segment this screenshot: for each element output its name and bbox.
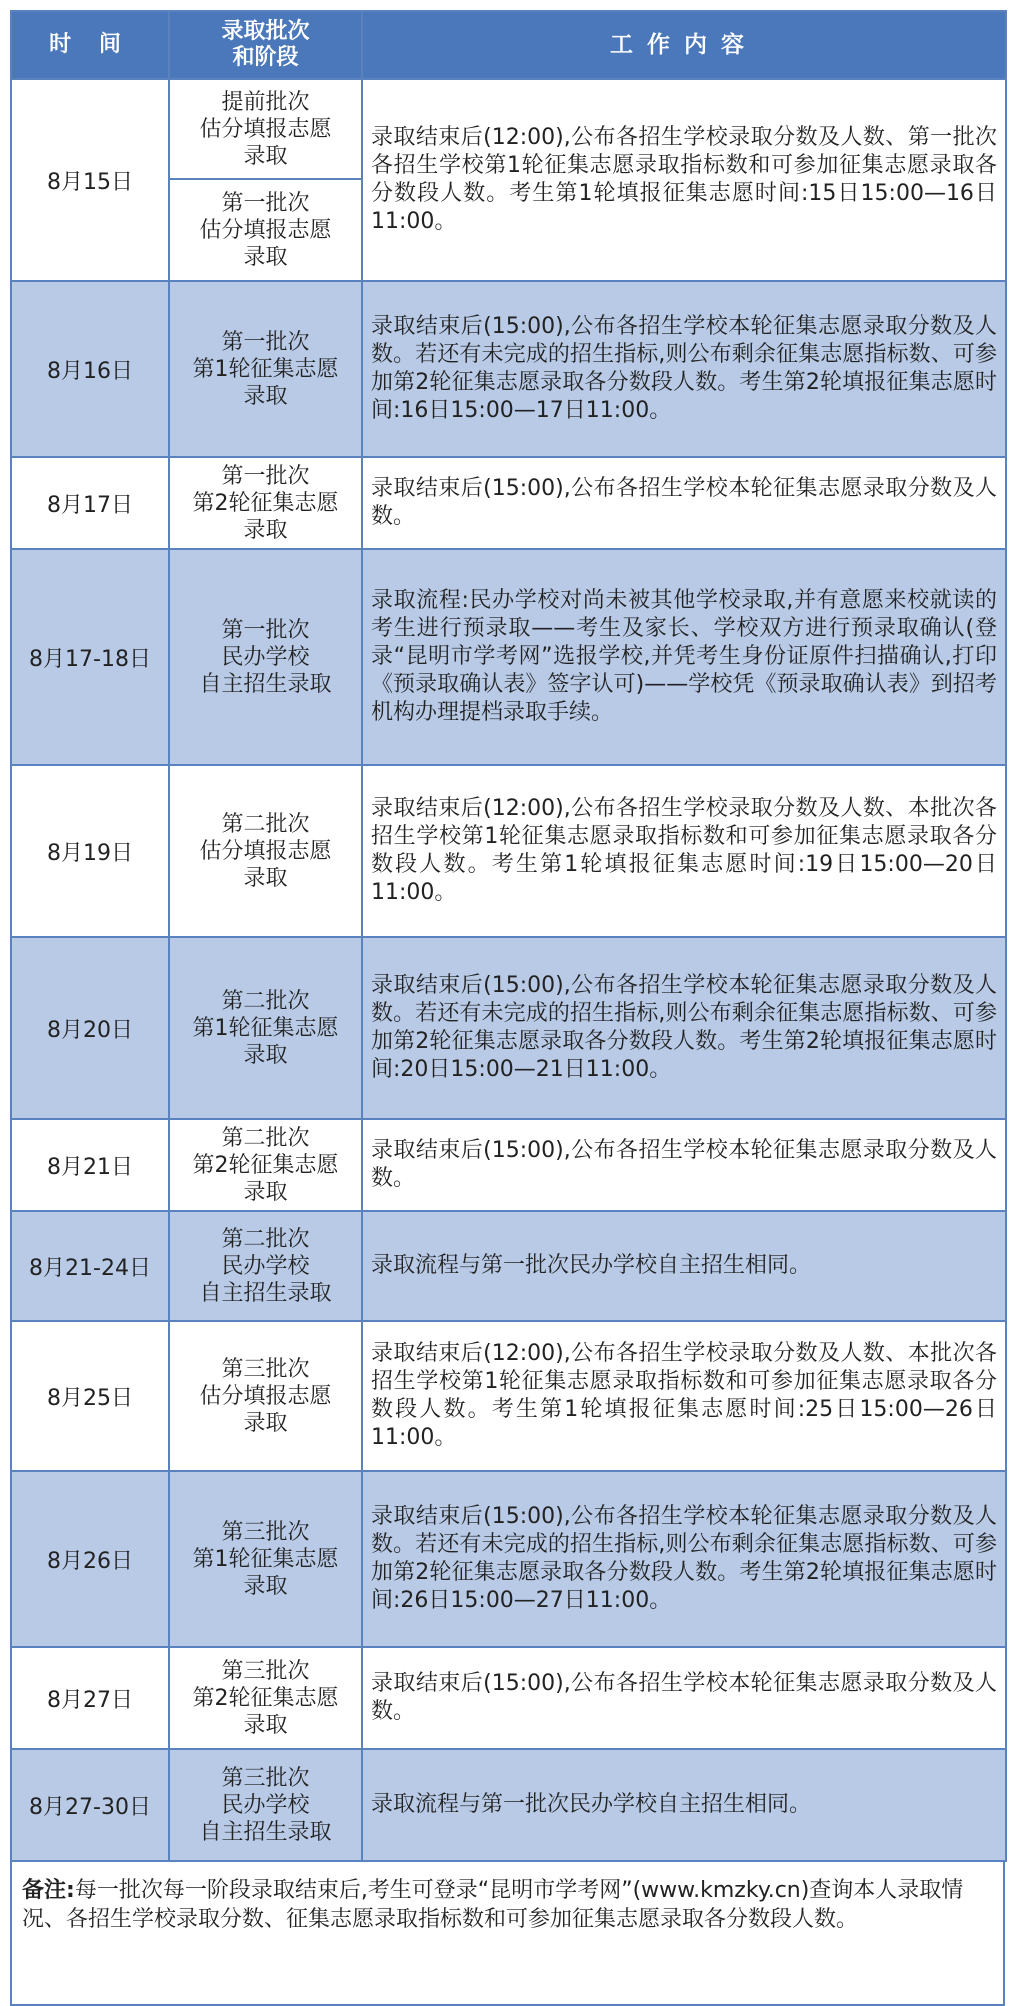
stage-line: 民办学校 bbox=[221, 1253, 310, 1279]
stage-cell bbox=[169, 457, 362, 549]
stage-line: 录取 bbox=[243, 383, 288, 409]
date-cell: 8月27-30日 bbox=[11, 1749, 169, 1861]
table-row bbox=[11, 79, 1006, 179]
table-row bbox=[11, 1647, 1006, 1749]
stage-cell bbox=[169, 937, 362, 1119]
header-content: 工作内容 bbox=[362, 11, 1006, 79]
stage-line: 第2轮征集志愿 bbox=[192, 1685, 339, 1711]
date-cell: 8月16日 bbox=[11, 281, 169, 457]
stage-line: 估分填报志愿 bbox=[199, 838, 332, 864]
stage-cell bbox=[169, 281, 362, 457]
stage-line: 第一批次 bbox=[221, 190, 310, 216]
footnote-text: 每一批次每一阶段录取结束后,考生可登录“昆明市学考网”(www.kmzky.cn)查询本人录取情况、各招生学校录取分数、征集志愿录取指标数和可参加征集志愿录取各分数段人数。 bbox=[22, 1878, 964, 1932]
header-stage bbox=[169, 11, 362, 79]
stage-line: 录取 bbox=[243, 1042, 288, 1068]
content-cell: 录取结束后(15:00),公布各招生学校本轮征集志愿录取分数及人数。若还有未完成的招生指标,则公布剩余征集志愿指标数、可参加第2轮征集志愿录取各分数段人数。考生第2轮填报征集志愿时间:26日15:00—27日11:00。 bbox=[362, 1471, 1006, 1647]
stage-cell bbox=[169, 549, 362, 765]
stage-line: 第1轮征集志愿 bbox=[192, 356, 339, 382]
date-cell: 8月20日 bbox=[11, 937, 169, 1119]
content-cell: 录取结束后(12:00),公布各招生学校录取分数及人数、本批次各招生学校第1轮征集志愿录取指标数和可参加征集志愿录取各分数段人数。考生第1轮填报征集志愿时间:19日15:00—20日11:00。 bbox=[362, 765, 1006, 937]
content-cell: 录取流程:民办学校对尚未被其他学校录取,并有意愿来校就读的考生进行预录取——考生及家长、学校双方进行预录取确认(登录“昆明市学考网”选报学校,并凭考生身份证原件扫描确认,打印《预录取确认表》签字认可)——学校凭《预录取确认表》到招考机构办理提档录取手续。 bbox=[362, 549, 1006, 765]
stage-line: 估分填报志愿 bbox=[199, 1383, 332, 1409]
stage-line: 第二批次 bbox=[221, 811, 310, 837]
content-cell: 录取结束后(15:00),公布各招生学校本轮征集志愿录取分数及人数。若还有未完成的招生指标,则公布剩余征集志愿指标数、可参加第2轮征集志愿录取各分数段人数。考生第2轮填报征集志愿时间:20日15:00—21日11:00。 bbox=[362, 937, 1006, 1119]
stage-line: 第二批次 bbox=[221, 1125, 310, 1151]
header-time: 时 间 bbox=[11, 11, 169, 79]
stage-line: 第一批次 bbox=[221, 329, 310, 355]
stage-line: 第三批次 bbox=[221, 1356, 310, 1382]
footnote bbox=[10, 1862, 1005, 2006]
stage-line: 第2轮征集志愿 bbox=[192, 1152, 339, 1178]
table-row bbox=[11, 1749, 1006, 1861]
table-row bbox=[11, 765, 1006, 937]
stage-line: 第三批次 bbox=[221, 1765, 310, 1791]
date-cell: 8月27日 bbox=[11, 1647, 169, 1749]
stage-cell bbox=[169, 179, 362, 281]
table-row bbox=[11, 1321, 1006, 1471]
stage-line: 自主招生录取 bbox=[199, 1819, 332, 1845]
stage-line: 第一批次 bbox=[221, 617, 310, 643]
table-row bbox=[11, 1471, 1006, 1647]
content-cell: 录取结束后(15:00),公布各招生学校本轮征集志愿录取分数及人数。 bbox=[362, 1647, 1006, 1749]
stage-line: 第三批次 bbox=[221, 1658, 310, 1684]
stage-line: 第2轮征集志愿 bbox=[192, 490, 339, 516]
stage-line: 第一批次 bbox=[221, 463, 310, 489]
table-row bbox=[11, 457, 1006, 549]
stage-cell bbox=[169, 1471, 362, 1647]
table-row bbox=[11, 1211, 1006, 1321]
date-cell: 8月21日 bbox=[11, 1119, 169, 1211]
content-cell: 录取流程与第一批次民办学校自主招生相同。 bbox=[362, 1211, 1006, 1321]
stage-line: 第1轮征集志愿 bbox=[192, 1546, 339, 1572]
content-cell: 录取结束后(15:00),公布各招生学校本轮征集志愿录取分数及人数。若还有未完成的招生指标,则公布剩余征集志愿指标数、可参加第2轮征集志愿录取各分数段人数。考生第2轮填报征集志愿时间:16日15:00—17日11:00。 bbox=[362, 281, 1006, 457]
date-cell: 8月17-18日 bbox=[11, 549, 169, 765]
table-row bbox=[11, 1119, 1006, 1211]
stage-line: 录取 bbox=[243, 1573, 288, 1599]
stage-line: 录取 bbox=[243, 1179, 288, 1205]
content-cell: 录取结束后(15:00),公布各招生学校本轮征集志愿录取分数及人数。 bbox=[362, 457, 1006, 549]
table-row bbox=[11, 937, 1006, 1119]
stage-line: 第二批次 bbox=[221, 1226, 310, 1252]
content-cell: 录取结束后(15:00),公布各招生学校本轮征集志愿录取分数及人数。 bbox=[362, 1119, 1006, 1211]
stage-line: 民办学校 bbox=[221, 644, 310, 670]
stage-cell bbox=[169, 1647, 362, 1749]
stage-cell bbox=[169, 765, 362, 937]
table-header-row bbox=[11, 11, 1006, 79]
stage-line: 录取 bbox=[243, 1410, 288, 1436]
date-cell: 8月21-24日 bbox=[11, 1211, 169, 1321]
stage-cell bbox=[169, 1119, 362, 1211]
content-cell: 录取结束后(12:00),公布各招生学校录取分数及人数、第一批次各招生学校第1轮征集志愿录取指标数和可参加征集志愿录取各分数段人数。考生第1轮填报征集志愿时间:15日15:00—16日11:00。 bbox=[362, 79, 1006, 281]
content-cell: 录取流程与第一批次民办学校自主招生相同。 bbox=[362, 1749, 1006, 1861]
stage-line: 录取 bbox=[243, 244, 288, 270]
date-cell: 8月15日 bbox=[11, 79, 169, 281]
date-cell: 8月19日 bbox=[11, 765, 169, 937]
stage-cell bbox=[169, 1749, 362, 1861]
footnote-label: 备注: bbox=[22, 1878, 75, 1903]
table-row bbox=[11, 549, 1006, 765]
stage-line: 录取 bbox=[243, 143, 288, 169]
stage-line: 提前批次 bbox=[221, 89, 310, 115]
stage-line: 估分填报志愿 bbox=[199, 116, 332, 142]
header-stage-line1: 录取批次 bbox=[221, 19, 310, 44]
stage-line: 第二批次 bbox=[221, 988, 310, 1014]
stage-line: 估分填报志愿 bbox=[199, 217, 332, 243]
stage-line: 民办学校 bbox=[221, 1792, 310, 1818]
stage-line: 录取 bbox=[243, 1712, 288, 1738]
header-stage-line2: 和阶段 bbox=[232, 45, 299, 70]
table-row bbox=[11, 281, 1006, 457]
date-cell: 8月26日 bbox=[11, 1471, 169, 1647]
date-cell: 8月17日 bbox=[11, 457, 169, 549]
stage-cell bbox=[169, 1211, 362, 1321]
content-cell: 录取结束后(12:00),公布各招生学校录取分数及人数、本批次各招生学校第1轮征集志愿录取指标数和可参加征集志愿录取各分数段人数。考生第1轮填报征集志愿时间:25日15:00—26日11:00。 bbox=[362, 1321, 1006, 1471]
stage-line: 自主招生录取 bbox=[199, 1280, 332, 1306]
schedule-table bbox=[10, 10, 1007, 1862]
stage-line: 自主招生录取 bbox=[199, 671, 332, 697]
stage-line: 录取 bbox=[243, 865, 288, 891]
admission-schedule bbox=[10, 10, 1005, 2006]
stage-line: 录取 bbox=[243, 517, 288, 543]
stage-cell bbox=[169, 1321, 362, 1471]
stage-line: 第三批次 bbox=[221, 1519, 310, 1545]
stage-line: 第1轮征集志愿 bbox=[192, 1015, 339, 1041]
stage-cell bbox=[169, 79, 362, 179]
date-cell: 8月25日 bbox=[11, 1321, 169, 1471]
